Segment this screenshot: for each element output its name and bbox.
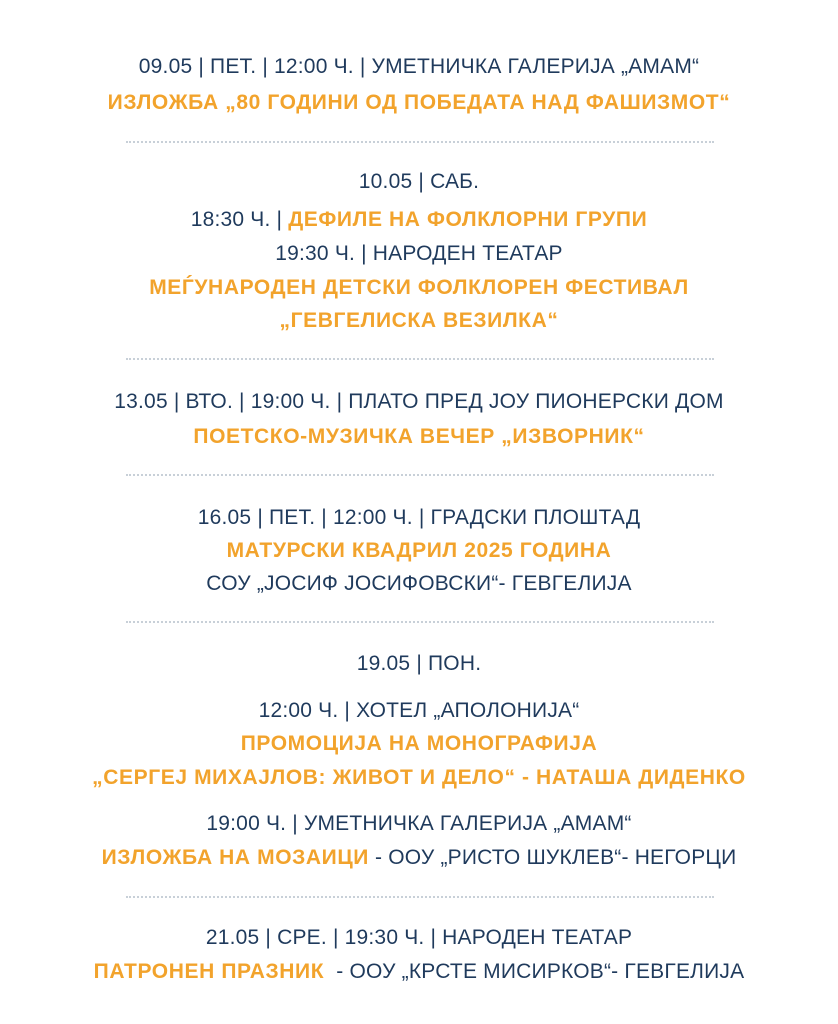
event-title: ПРОМОЦИЈА НА МОНОГРАФИЈА — [240, 732, 598, 755]
dotted-separator — [126, 474, 714, 476]
event-title: ИЗЛОЖБА НА МОЗАИЦИ — [101, 846, 369, 869]
event-title: ИЗЛОЖБА „80 ГОДИНИ ОД ПОБЕДАТА НАД ФАШИЗМОТ“ — [107, 91, 731, 114]
event-info: 13.05 | ВТО. | 19:00 Ч. | ПЛАТО ПРЕД ЈОУ ПИОНЕРСКИ ДОМ — [114, 390, 724, 413]
event-info: 19:00 Ч. | УМЕТНИЧКА ГАЛЕРИЈА „АМАМ“ — [206, 812, 632, 835]
event-title: ПАТРОНЕН ПРАЗНИК — [93, 960, 325, 983]
event-line-mosaic — [0, 845, 838, 871]
event-line-parade — [0, 207, 838, 233]
event-title: „ГЕВГЕЛИСКА ВЕЗИЛКА“ — [279, 309, 559, 332]
event-line-patron — [0, 959, 838, 985]
event-title: МАТУРСКИ КВАДРИЛ 2025 ГОДИНА — [226, 539, 612, 562]
event-title: МЕЃУНАРОДЕН ДЕТСКИ ФОЛКЛОРЕН ФЕСТИВАЛ — [149, 276, 689, 299]
dotted-separator — [126, 896, 714, 898]
event-info: 19:30 Ч. | НАРОДЕН ТЕАТАР — [275, 242, 563, 265]
event-info: 09.05 | ПЕТ. | 12:00 Ч. | УМЕТНИЧКА ГАЛЕРИЈА „АМАМ“ — [138, 55, 700, 78]
event-title: „СЕРГЕЈ МИХАЈЛОВ: ЖИВОТ И ДЕЛО“ - НАТАША ДИДЕНКО — [92, 766, 746, 789]
event-title: ДЕФИЛЕ НА ФОЛКЛОРНИ ГРУПИ — [288, 208, 648, 231]
dotted-separator — [126, 358, 714, 360]
event-organizer: - ООУ „КРСТЕ МИСИРКОВ“- ГЕВГЕЛИЈА — [324, 960, 745, 983]
event-date: 19.05 | ПОН. — [356, 652, 482, 675]
event-organizer: - ООУ „РИСТО ШУКЛЕВ“- НЕГОРЦИ — [369, 846, 737, 869]
event-organizer: СОУ „ЈОСИФ ЈОСИФОВСКИ“- ГЕВГЕЛИЈА — [206, 572, 632, 595]
event-info: 21.05 | СРЕ. | 19:30 Ч. | НАРОДЕН ТЕАТАР — [205, 926, 633, 949]
event-info: 12:00 Ч. | ХОТЕЛ „АПОЛОНИЈА“ — [258, 699, 580, 722]
dotted-separator — [126, 621, 714, 623]
event-title: ПОЕТСКО-МУЗИЧКА ВЕЧЕР „ИЗВОРНИК“ — [193, 425, 645, 448]
event-time: 18:30 Ч. | — [190, 208, 289, 231]
event-info: 16.05 | ПЕТ. | 12:00 Ч. | ГРАДСКИ ПЛОШТАД — [197, 506, 641, 529]
dotted-separator — [126, 141, 714, 143]
event-date: 10.05 | САБ. — [358, 170, 480, 193]
